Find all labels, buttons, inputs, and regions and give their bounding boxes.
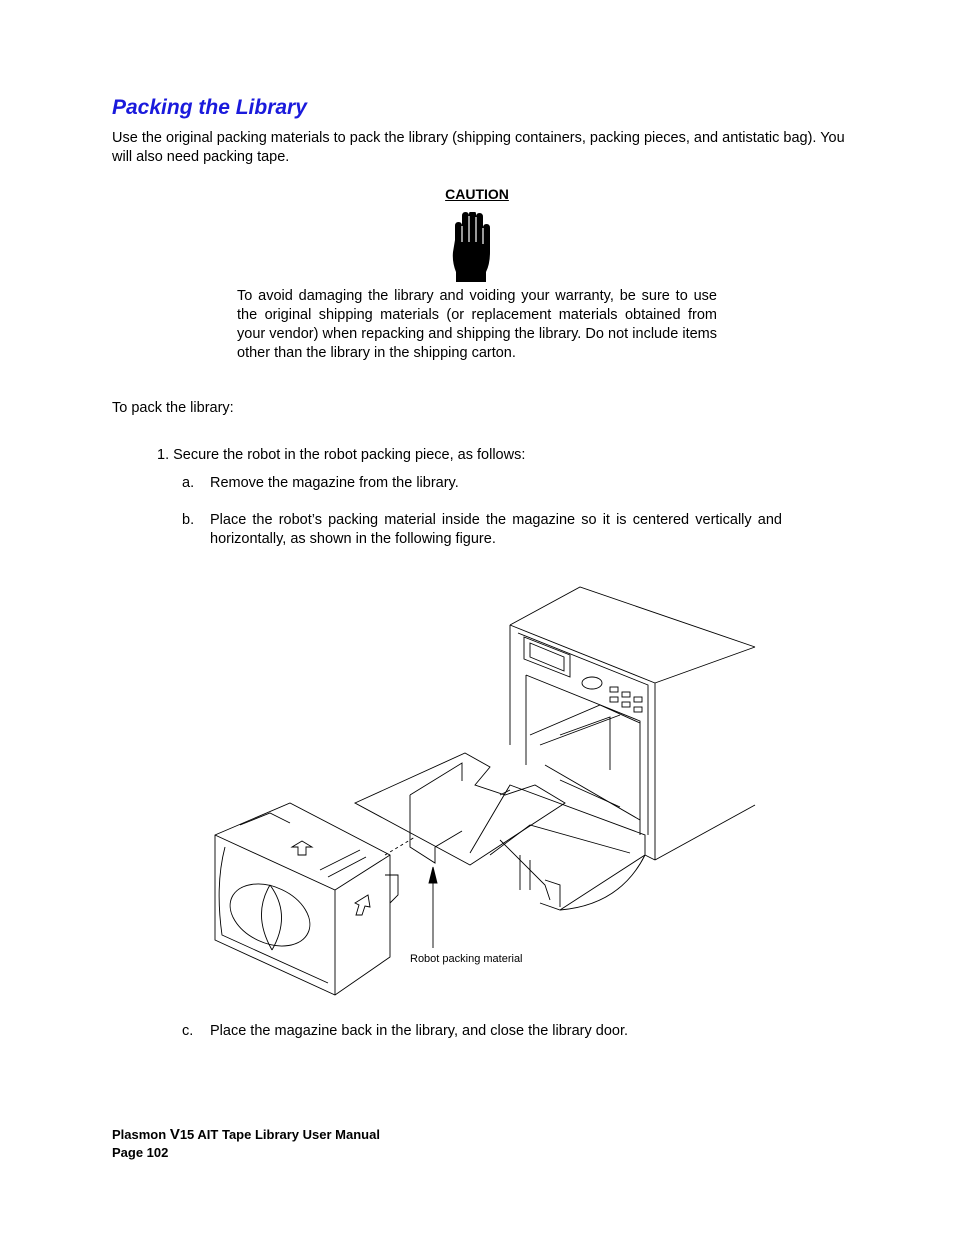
substep-text: Remove the magazine from the library. <box>210 475 459 491</box>
packing-figure <box>200 585 760 1010</box>
intro-paragraph: Use the original packing materials to pack the library (shipping containers, packing pieces, and antistatic bag). You will also need packing tape. <box>112 130 845 165</box>
caution-label: CAUTION <box>445 186 509 202</box>
procedure-lead: To pack the library: <box>112 400 234 416</box>
footer-v: V <box>169 1126 180 1143</box>
footer-product: 15 AIT Tape Library User Manual <box>179 1127 380 1142</box>
section-title: Packing the Library <box>112 96 307 119</box>
stop-hand-icon <box>448 212 504 293</box>
footer-title <box>112 1126 380 1144</box>
library-chassis-drawing <box>470 587 755 910</box>
callout-arrow <box>429 867 437 948</box>
substep-c <box>182 1022 628 1041</box>
substep-text: Place the robot’s packing material inside the magazine so it is centered vertically and horizontally, as shown in the following figure. <box>210 512 782 547</box>
substep-label: a. <box>182 475 195 491</box>
robot-packing-material-drawing <box>355 753 565 865</box>
magazine-drawing <box>215 803 415 995</box>
step-1: 1. Secure the robot in the robot packing piece, as follows: <box>157 447 526 463</box>
substep-label: b. <box>182 512 195 528</box>
figure-callout-label: Robot packing material <box>410 953 523 965</box>
caution-text: To avoid damaging the library and voiding your warranty, be sure to use the original shipping materials (or replacement materials obtained from your vendor) when repacking and shipping the library. Do not include items other than the library in the shipping carton. <box>237 288 717 361</box>
footer-brand: Plasmon <box>112 1127 167 1142</box>
substep-text: Place the magazine back in the library, and close the library door. <box>210 1023 629 1039</box>
substep-a <box>182 474 459 493</box>
substep-b <box>182 511 782 549</box>
page-number: Page 102 <box>112 1145 169 1160</box>
page-footer <box>112 1126 380 1162</box>
substep-label: c. <box>182 1023 194 1039</box>
